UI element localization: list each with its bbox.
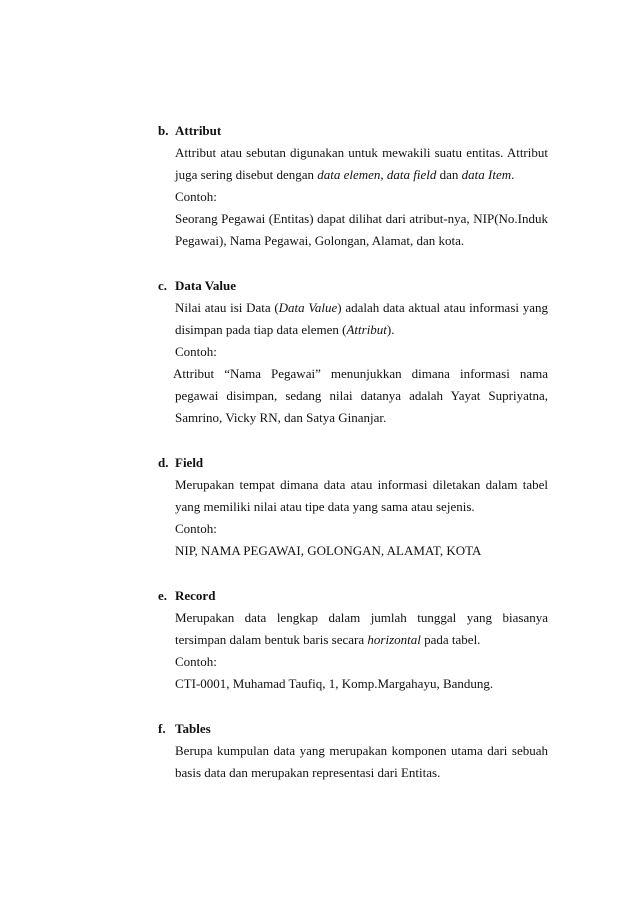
section-title: Data Value [175, 278, 237, 293]
paragraph-line: CTI-0001, Muhamad Taufiq, 1, Komp.Margahayu, Bandung. [175, 676, 494, 691]
italic-term: data field [386, 167, 437, 182]
italic-term: horizontal [367, 632, 421, 647]
section-body [175, 474, 548, 562]
paragraph-line: Merupakan tempat dimana data atau informasi diletakan dalam tabel [175, 477, 548, 492]
example-label: Contoh: [175, 521, 217, 536]
section-body [175, 740, 548, 784]
section-letter: d. [158, 455, 169, 470]
example-label: Contoh: [175, 344, 217, 359]
italic-term: Data Value [278, 300, 338, 315]
section-field [158, 453, 548, 562]
paragraph-line: disimpan pada tiap data elemen (Attribut). [175, 322, 395, 337]
section-tables [158, 719, 548, 784]
section-record [158, 586, 548, 695]
paragraph-line: juga sering disebut dengan data elemen, data field dan data Item. [175, 167, 515, 182]
paragraph-line: yang memiliki nilai atau tipe data yang sama atau sejenis. [175, 499, 475, 514]
italic-term: data elemen [317, 167, 381, 182]
paragraph-line: Attribut atau sebutan digunakan untuk mewakili suatu entitas. Attribut [175, 145, 548, 160]
section-data-value [158, 276, 548, 429]
section-body [175, 142, 548, 252]
section-title: Tables [175, 721, 211, 736]
section-title: Record [175, 588, 216, 603]
paragraph-line: pegawai disimpan, sedang nilai datanya adalah Yayat Supriyatna, [175, 388, 548, 403]
paragraph-line: tersimpan dalam bentuk baris secara horizontal pada tabel. [175, 632, 481, 647]
paragraph-line: Pegawai), Nama Pegawai, Golongan, Alamat, dan kota. [175, 233, 465, 248]
section-heading [158, 276, 548, 296]
example-label: Contoh: [175, 189, 217, 204]
example-label: Contoh: [175, 654, 217, 669]
paragraph-line: Berupa kumpulan data yang merupakan komponen utama dari sebuah [175, 743, 548, 758]
section-body [175, 607, 548, 695]
section-letter: c. [158, 278, 168, 293]
paragraph-line: Merupakan data lengkap dalam jumlah tunggal yang biasanya [175, 610, 548, 625]
section-heading [158, 586, 548, 606]
section-letter: e. [158, 588, 168, 603]
section-body [175, 297, 548, 429]
section-heading [158, 719, 548, 739]
section-heading [158, 453, 548, 473]
section-title: Attribut [175, 123, 222, 138]
paragraph-line: Samrino, Vicky RN, dan Satya Ginanjar. [175, 410, 387, 425]
section-heading [158, 121, 548, 141]
italic-term: Attribut [346, 322, 387, 337]
italic-term: data Item [461, 167, 512, 182]
paragraph-line: Seorang Pegawai (Entitas) dapat dilihat dari atribut-nya, NIP(No.Induk [175, 211, 548, 226]
section-letter: f. [158, 721, 166, 736]
paragraph-line: basis data dan merupakan representasi dari Entitas. [175, 765, 441, 780]
paragraph-line: NIP, NAMA PEGAWAI, GOLONGAN, ALAMAT, KOTA [175, 543, 482, 558]
section-title: Field [175, 455, 204, 470]
section-attribut [158, 121, 548, 252]
paragraph-line: Attribut “Nama Pegawai” menunjukkan dimana informasi nama [173, 366, 548, 381]
paragraph-line: Nilai atau isi Data (Data Value) adalah data aktual atau informasi yang [175, 300, 548, 315]
section-letter: b. [158, 123, 169, 138]
